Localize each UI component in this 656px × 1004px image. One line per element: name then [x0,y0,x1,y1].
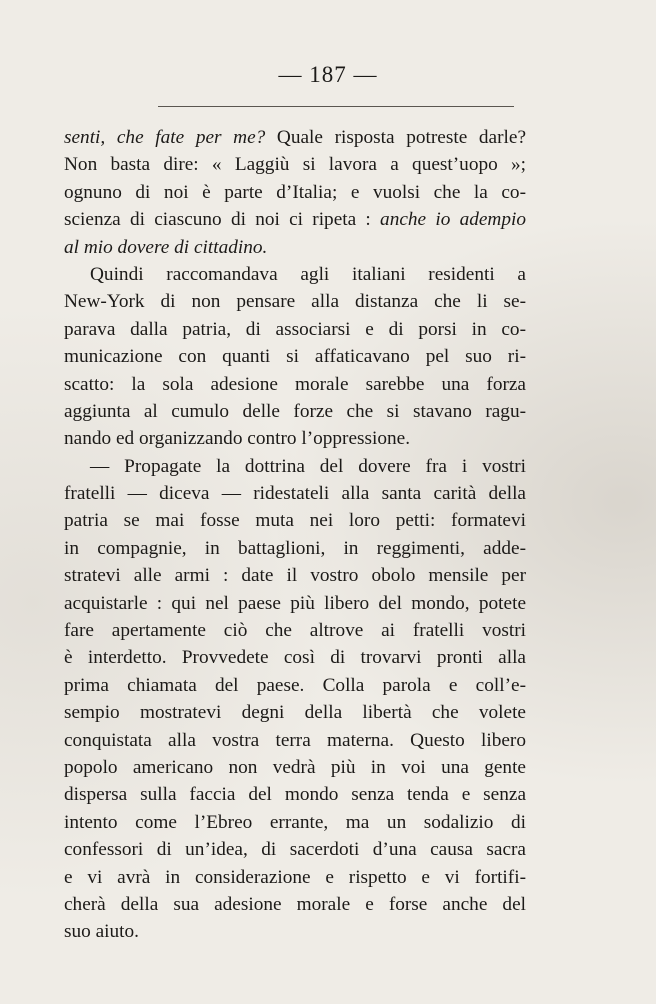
text-line [64,261,526,288]
text-line [64,781,526,808]
text-run: stratevi alle armi : date il vostro obolo mensile per [64,565,526,587]
text-line [64,398,526,425]
text-line [64,151,526,178]
text-run: fare apertamente ciò che altrove ai fratelli vostri [64,620,526,642]
text-line [64,699,526,726]
text-line [64,371,526,398]
text-line [64,617,526,644]
text-line [64,507,526,534]
text-run: è interdetto. Provvedete così di trovarvi pronti alla [64,647,526,669]
text-line [64,288,526,315]
text-run: popolo americano non vedrà più in voi una gente [64,756,526,778]
text-run: acquistarle : qui nel paese più libero del mondo, potete [64,592,526,614]
text-line [64,453,526,480]
text-run: scienza di ciascuno di noi ci ripeta : [64,209,381,231]
text-line [64,644,526,671]
text-run: aggiunta al cumulo delle forze che si stavano ragu- [64,400,526,422]
text-line [64,672,526,699]
text-line [64,836,526,863]
text-line [64,864,526,891]
text-run: municazione con quanti si affaticavano pel suo ri- [64,346,526,368]
page-number: — 187 — [278,62,378,87]
text-run: parava dalla patria, di associarsi e di porsi in co- [64,318,526,340]
body-text [64,124,526,946]
text-run: suo aiuto. [64,921,139,943]
text-line [64,425,526,452]
text-line [64,124,526,151]
text-run: ognuno di noi è parte d’Italia; e vuolsi che la co- [64,181,526,203]
header-rule [158,106,514,107]
text-run: Quindi raccomandava agli italiani residenti a [90,263,526,285]
text-run: confessori di un’idea, di sacerdoti d’una causa sacra [64,839,526,861]
text-line [64,206,526,233]
italic-text: anche io adempio [380,209,526,231]
text-run: — Propagate la dottrina del dovere fra i vostri [90,455,526,477]
text-run: scatto: la sola adesione morale sarebbe una forza [64,373,526,395]
text-line [64,234,526,261]
text-line [64,535,526,562]
text-run: prima chiamata del paese. Colla parola e coll’e- [64,674,526,696]
text-run: nando ed organizzando contro l’oppressione. [64,428,411,450]
italic-text: senti, che fate per me? [64,127,266,148]
text-run: fratelli — diceva — ridestateli alla santa carità della [64,483,526,505]
text-line [64,562,526,589]
text-line [64,480,526,507]
text-line [64,809,526,836]
text-line [64,343,526,370]
text-run: conquistata alla vostra terra materna. Questo libero [64,729,526,751]
text-line [64,590,526,617]
text-line [64,727,526,754]
text-line [64,316,526,343]
text-line [64,918,526,945]
text-run: intento come l’Ebreo errante, ma un sodalizio di [64,811,526,833]
text-run: e vi avrà in considerazione e rispetto e vi fortifi- [64,866,526,888]
text-run: Non basta dire: « Laggiù si lavora a quest’uopo »; [64,154,526,176]
text-run: sempio mostratevi degni della libertà che volete [64,702,526,724]
text-line [64,179,526,206]
italic-text: al mio dovere di cittadino. [64,236,268,258]
text-run: cherà della sua adesione morale e forse anche del [64,893,526,915]
text-line [64,754,526,781]
text-run: Quale risposta potreste darle? [265,127,526,148]
text-run: in compagnie, in battaglioni, in reggimenti, adde- [64,537,526,559]
text-run: New-York di non pensare alla distanza che li se- [64,291,526,313]
text-line [64,891,526,918]
text-run: dispersa sulla faccia del mondo senza tenda e senza [64,784,526,806]
text-run: patria se mai fosse muta nei loro petti: formatevi [64,510,526,532]
